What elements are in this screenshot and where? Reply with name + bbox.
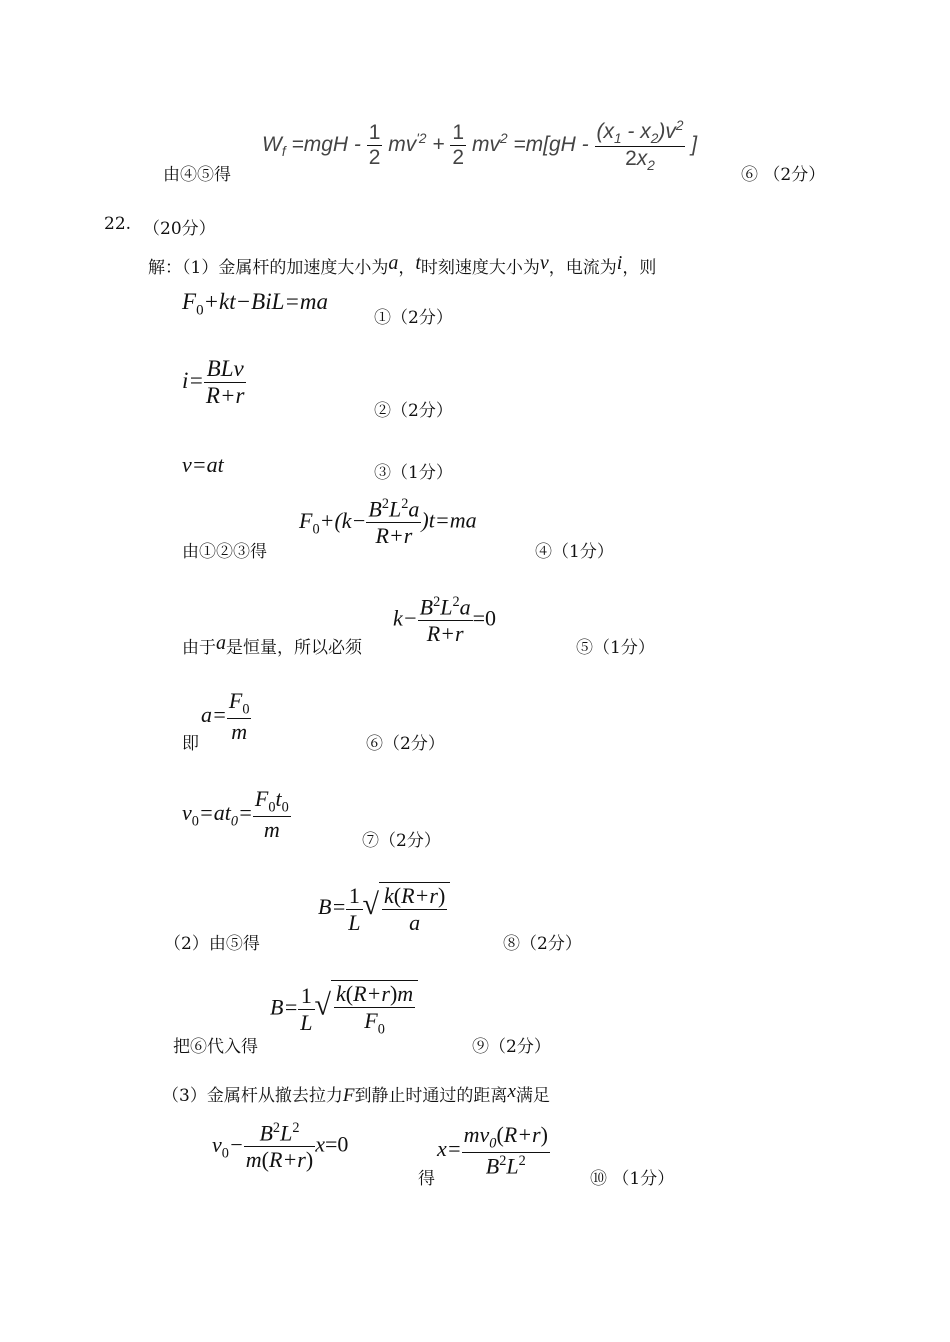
equation-wf: $W_f =mgH$ - $\frac{1}{2}$ $mv^{'2}$ + $\frac{1}{2}$ $mv^2 =m[gH$ - $\frac{(x_1 - x_2)v^2}{2x_2}$ ] bbox=[262, 118, 698, 174]
mark-5: ⑤（1分） bbox=[576, 638, 655, 658]
label-sub6: 把⑥代入得 bbox=[173, 1037, 258, 1057]
mark-2: ②（2分） bbox=[374, 401, 453, 421]
label-ie: 即 bbox=[182, 734, 199, 754]
mark-1: ①（2分） bbox=[374, 308, 453, 328]
equation-9: B= $\frac{1}{L}$ √ $\frac{k(R+r)m}{F_0}$ bbox=[270, 980, 418, 1038]
label-part2: （2）由⑤得 bbox=[164, 934, 260, 954]
part3-prefix: （3）金属杆从撤去拉力 bbox=[162, 1086, 343, 1106]
equation-10b: x= $\frac{mv_0(R+r)}{B^2L^2}$ bbox=[437, 1122, 548, 1179]
equation-10a: $v_0-$ $\frac{B^2L^2}{m(R+r)}$ x=0 bbox=[212, 1120, 349, 1173]
equation-2: i= $\frac{\text{BLv}}{R+r}$ bbox=[182, 356, 245, 408]
mark-8: ⑧（2分） bbox=[503, 934, 582, 954]
problem-number: 22. bbox=[104, 214, 132, 234]
intro-end: ，则 bbox=[622, 258, 657, 278]
since-a-prefix: 由于 bbox=[182, 638, 216, 658]
label-from45: 由④⑤得 bbox=[163, 165, 231, 185]
mark-6: ⑥（2分） bbox=[366, 734, 445, 754]
part3-line bbox=[162, 1081, 550, 1107]
equation-6: a= $\frac{F_0}{m}$ bbox=[201, 688, 250, 745]
var-i: i bbox=[616, 252, 623, 274]
part3-end: 满足 bbox=[515, 1086, 550, 1106]
intro-prefix: 解：（1）金属杆的加速度大小为 bbox=[148, 258, 389, 278]
mark-10: ⑩ （1分） bbox=[590, 1169, 675, 1189]
equation-8: B= $\frac{1}{L}$ √ $\frac{k(R+r)}{a}$ bbox=[318, 882, 450, 936]
since-a-rest: 是恒量，所以必须 bbox=[226, 638, 362, 658]
label-from123: 由①②③得 bbox=[182, 542, 267, 562]
intro-comma: ， bbox=[398, 258, 416, 278]
equation-3: v=at bbox=[182, 452, 224, 477]
mark-7: ⑦（2分） bbox=[362, 831, 441, 851]
part3-mid: 到静止时通过的距离 bbox=[354, 1086, 508, 1106]
mark-3: ③（1分） bbox=[374, 463, 453, 483]
mark-header: ⑥ （2分） bbox=[741, 165, 826, 185]
equation-5: k− $\frac{B^2L^2a}{R+r}$ =0 bbox=[393, 594, 497, 647]
mark-9: ⑨（2分） bbox=[472, 1037, 551, 1057]
problem-score: （20分） bbox=[143, 219, 216, 239]
var-t: t bbox=[415, 252, 421, 274]
label-get: 得 bbox=[418, 1169, 435, 1189]
var-v: v bbox=[539, 252, 549, 274]
intro-current: ，电流为 bbox=[548, 258, 617, 278]
since-a-var: a bbox=[216, 632, 226, 654]
part3-F: F bbox=[342, 1085, 355, 1106]
var-a: a bbox=[388, 252, 399, 274]
intro-line bbox=[148, 253, 656, 279]
part3-x: x bbox=[507, 1081, 516, 1102]
equation-7: $v_0=at_0=$ $\frac{F_0t_0}{m}$ bbox=[182, 786, 289, 843]
mark-4: ④（1分） bbox=[535, 542, 614, 562]
equation-1: $F_0+kt-BiL=ma$ bbox=[182, 289, 329, 319]
equation-4: $F_0+(k-$ $\frac{B^2L^2a}{R+r}$ )t=ma bbox=[299, 496, 477, 549]
label-since-a bbox=[182, 633, 362, 659]
intro-mid: 时刻速度大小为 bbox=[420, 258, 540, 278]
